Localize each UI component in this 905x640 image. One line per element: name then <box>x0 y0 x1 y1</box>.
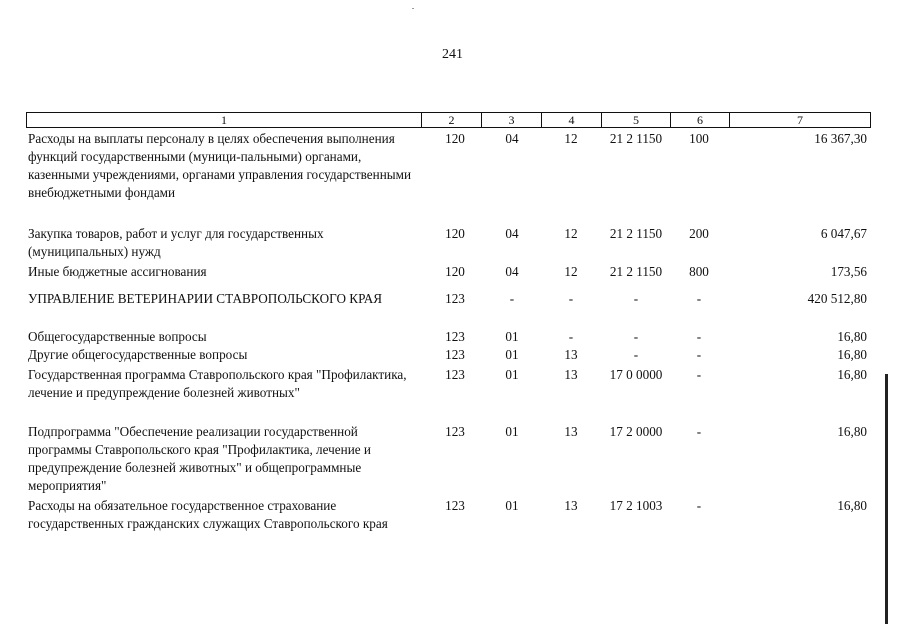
row-col-7: 16,80 <box>837 367 867 382</box>
row-col-7: 16,80 <box>837 329 867 344</box>
header-col-3: 3 <box>481 112 542 128</box>
row-col-7: 16,80 <box>837 498 867 513</box>
row-col-4: 13 <box>564 424 578 439</box>
header-col-5: 5 <box>601 112 671 128</box>
row-col-2: 123 <box>445 347 465 362</box>
page-number: 241 <box>442 47 463 62</box>
row-col-3: 01 <box>505 498 519 513</box>
row-col-6: - <box>696 347 702 362</box>
row-col-4: - <box>568 291 574 306</box>
row-col-5: - <box>633 347 639 362</box>
row-col-4: 13 <box>564 498 578 513</box>
row-col-2: 123 <box>445 291 465 306</box>
row-col-3: 04 <box>505 226 519 241</box>
row-col-5: 17 2 0000 <box>609 424 663 439</box>
row-col-4: 13 <box>564 347 578 362</box>
row-col-2: 123 <box>445 367 465 382</box>
row-col-3: 04 <box>505 264 519 279</box>
header-col-4: 4 <box>541 112 602 128</box>
row-col-7: 173,56 <box>830 264 867 279</box>
row-description: Подпрограмма "Обеспечение реализации государственной программы Ставропольского края "Профилактика, лечение и предупреждение болезней животных" и общепрограммные мероприятия" <box>28 424 371 493</box>
row-col-3: 01 <box>505 329 519 344</box>
row-col-3: 01 <box>505 424 519 439</box>
row-col-7: 16,80 <box>837 347 867 362</box>
row-description: Иные бюджетные ассигнования <box>28 264 207 279</box>
row-col-6: 800 <box>689 264 709 279</box>
header-col-6: 6 <box>670 112 730 128</box>
row-description: УПРАВЛЕНИЕ ВЕТЕРИНАРИИ СТАВРОПОЛЬСКОГО КРАЯ <box>28 291 383 306</box>
row-col-6: - <box>696 291 702 306</box>
row-col-3: 01 <box>505 347 519 362</box>
row-col-2: 120 <box>445 131 465 146</box>
row-col-2: 123 <box>445 424 465 439</box>
row-col-4: 12 <box>564 226 578 241</box>
row-col-6: 100 <box>689 131 709 146</box>
row-col-4: - <box>568 329 574 344</box>
row-description: Общегосударственные вопросы <box>28 329 207 344</box>
row-col-6: - <box>696 367 702 382</box>
row-col-5: 21 2 1150 <box>609 264 663 279</box>
row-col-5: 17 2 1003 <box>609 498 663 513</box>
row-col-6: - <box>696 498 702 513</box>
row-col-5: - <box>633 291 639 306</box>
row-col-4: 12 <box>564 131 578 146</box>
row-col-2: 120 <box>445 264 465 279</box>
row-col-3: 01 <box>505 367 519 382</box>
row-description: Закупка товаров, работ и услуг для государственных (муниципальных) нужд <box>28 226 324 259</box>
row-col-4: 13 <box>564 367 578 382</box>
row-description: Другие общегосударственные вопросы <box>28 347 248 362</box>
row-col-3: 04 <box>505 131 519 146</box>
row-col-2: 120 <box>445 226 465 241</box>
row-col-7: 6 047,67 <box>820 226 867 241</box>
scan-speck <box>412 8 414 9</box>
row-col-4: 12 <box>564 264 578 279</box>
header-col-2: 2 <box>421 112 482 128</box>
row-col-6: 200 <box>689 226 709 241</box>
row-col-2: 123 <box>445 498 465 513</box>
row-col-5: - <box>633 329 639 344</box>
row-description: Расходы на обязательное государственное страхование государственных гражданских служащих Ставропольского края <box>28 498 388 531</box>
row-description: Расходы на выплаты персоналу в целях обеспечения выполнения функций государственными (муници-пальными) органами, казенными учреждениями, органами управления государственными внебюджетными фондами <box>28 131 412 200</box>
row-col-5: 21 2 1150 <box>609 131 663 146</box>
row-col-7: 420 512,80 <box>807 291 867 306</box>
row-col-6: - <box>696 329 702 344</box>
row-description: Государственная программа Ставропольского края "Профилактика, лечение и предупреждение болезней животных" <box>28 367 407 400</box>
row-col-6: - <box>696 424 702 439</box>
row-col-5: 21 2 1150 <box>609 226 663 241</box>
row-col-3: - <box>509 291 515 306</box>
row-col-7: 16,80 <box>837 424 867 439</box>
header-col-1: 1 <box>26 112 422 128</box>
row-col-2: 123 <box>445 329 465 344</box>
header-col-7: 7 <box>729 112 871 128</box>
row-col-5: 17 0 0000 <box>609 367 663 382</box>
scan-edge-mark <box>885 374 888 624</box>
row-col-7: 16 367,30 <box>814 131 867 146</box>
